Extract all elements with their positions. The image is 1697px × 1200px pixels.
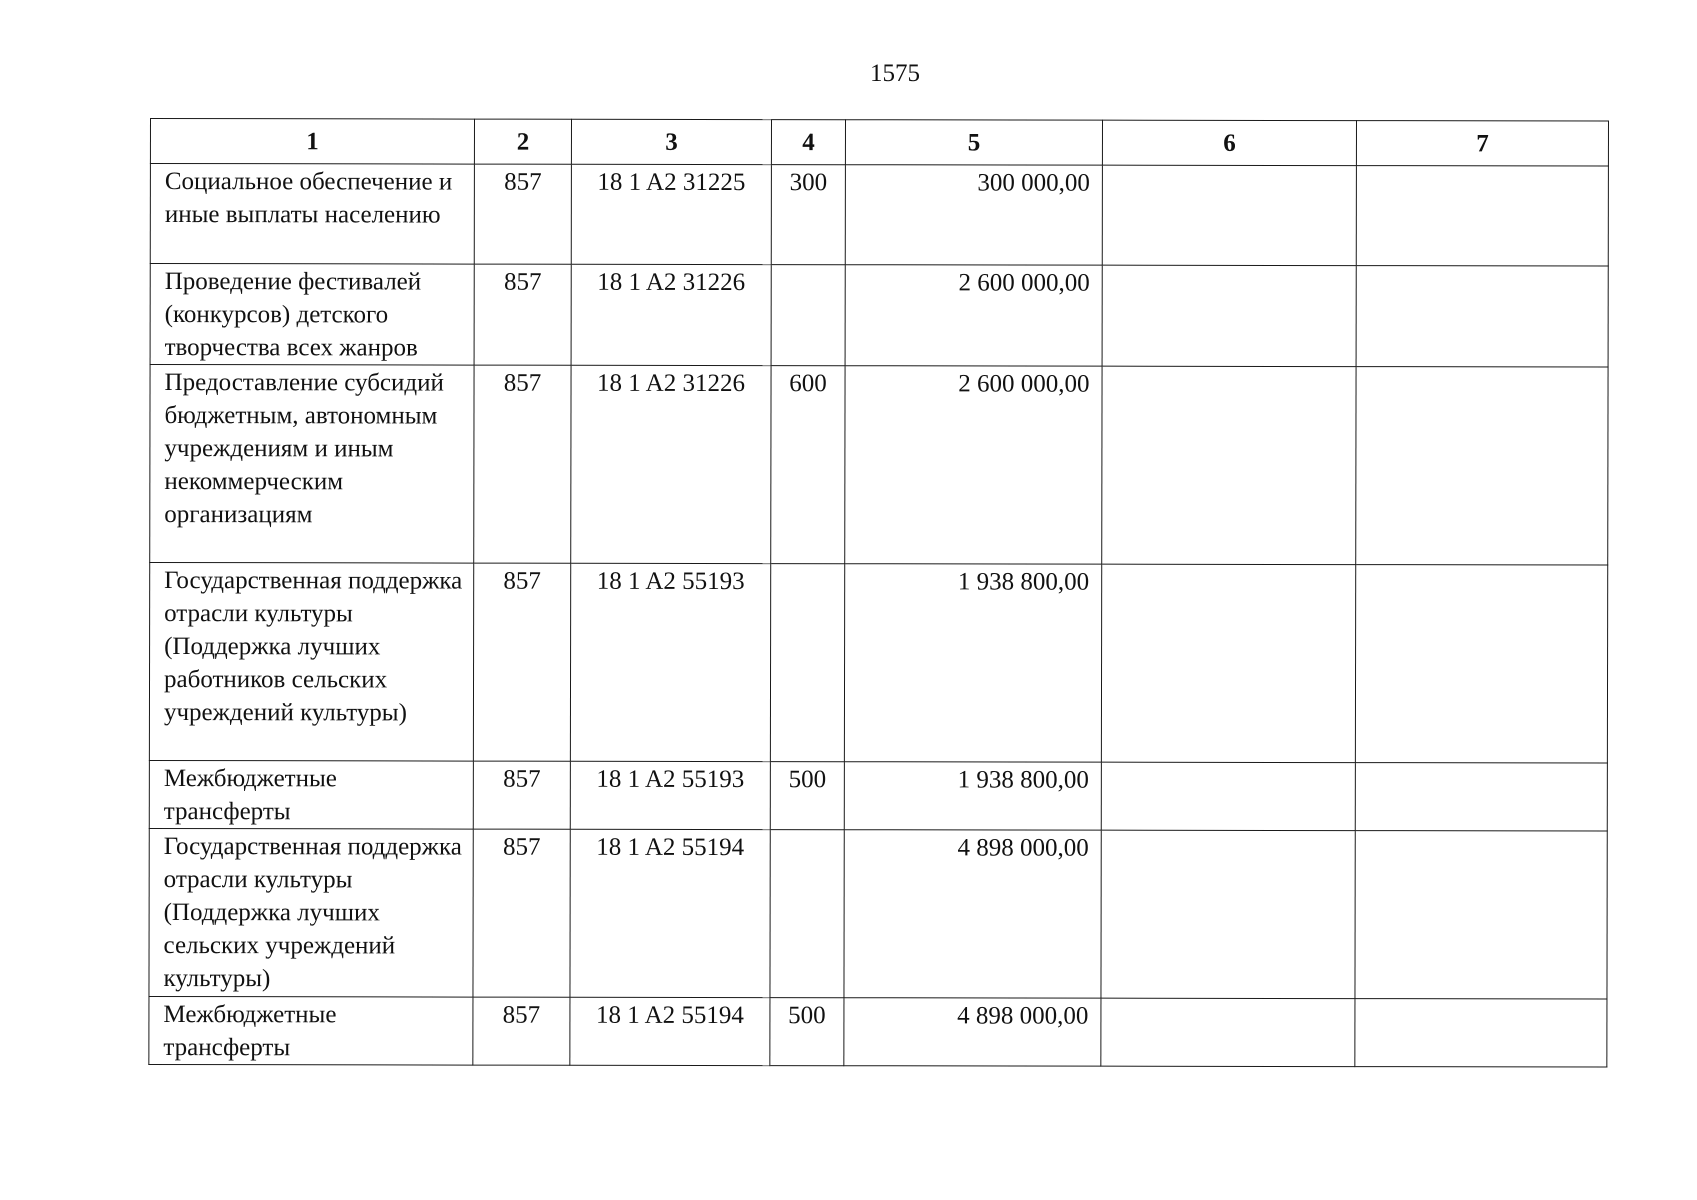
header-col-6: 6 — [1102, 120, 1356, 165]
row-target: 18 1 A2 31226 — [571, 365, 771, 563]
row-amount: 300 000,00 — [845, 165, 1102, 265]
row-col-7 — [1355, 565, 1607, 763]
row-amount: 1 938 800,00 — [844, 762, 1101, 830]
row-name: Межбюджетные трансферты — [149, 996, 473, 1065]
header-col-7: 7 — [1356, 121, 1608, 166]
row-amount: 2 600 000,00 — [845, 265, 1102, 366]
row-ministry: 857 — [473, 761, 570, 829]
row-target: 18 1 A2 31225 — [571, 164, 771, 264]
row-type: 500 — [770, 998, 844, 1066]
row-type — [770, 564, 844, 762]
row-type: 500 — [770, 762, 844, 830]
row-name: Государственная поддержка отрасли культуры (Поддержка лучших работников сельских учреждений культуры) — [149, 563, 473, 762]
row-amount: 1 938 800,00 — [844, 564, 1101, 762]
row-ministry: 857 — [474, 264, 571, 365]
row-col-6 — [1102, 265, 1356, 366]
row-col-6 — [1101, 564, 1355, 762]
row-name: Межбюджетные трансферты — [149, 760, 473, 829]
row-amount: 2 600 000,00 — [845, 366, 1102, 564]
table-row — [150, 365, 1608, 566]
row-ministry: 857 — [474, 164, 571, 264]
row-target: 18 1 A2 55194 — [570, 997, 770, 1065]
row-target: 18 1 A2 55194 — [570, 829, 770, 997]
row-col-7 — [1355, 999, 1607, 1067]
row-name: Социальное обеспечение и иные выплаты населению — [150, 164, 474, 265]
header-col-2: 2 — [474, 119, 571, 164]
page-number: 1575 — [870, 60, 920, 87]
row-type — [770, 830, 844, 998]
row-col-6 — [1101, 998, 1355, 1066]
header-col-1: 1 — [150, 119, 474, 165]
budget-table — [148, 118, 1609, 1068]
table-row — [150, 264, 1608, 368]
row-col-7 — [1356, 166, 1608, 266]
table-row — [149, 760, 1607, 831]
header-col-4: 4 — [771, 120, 845, 165]
row-ministry: 857 — [474, 365, 571, 563]
row-col-7 — [1356, 367, 1608, 565]
header-col-3: 3 — [571, 119, 771, 164]
header-row — [150, 119, 1608, 167]
row-name: Проведение фестивалей (конкурсов) детского творчества всех жанров — [150, 264, 474, 366]
header-col-5: 5 — [845, 120, 1102, 165]
table-row — [149, 996, 1607, 1067]
row-target: 18 1 A2 55193 — [570, 761, 770, 829]
row-ministry: 857 — [473, 829, 570, 997]
row-name: Предоставление субсидий бюджетным, автономным учреждениям и иным некоммерческим организациям — [150, 365, 474, 564]
row-col-7 — [1355, 831, 1607, 999]
row-col-6 — [1102, 366, 1356, 564]
row-target: 18 1 A2 31226 — [571, 264, 771, 365]
row-type: 600 — [771, 366, 845, 564]
table-row — [149, 563, 1607, 764]
table-row — [150, 164, 1608, 267]
table-row — [149, 828, 1607, 999]
row-col-7 — [1355, 763, 1607, 831]
row-col-6 — [1101, 830, 1355, 998]
row-target: 18 1 A2 55193 — [570, 563, 770, 761]
row-type — [771, 265, 845, 366]
row-amount: 4 898 000,00 — [844, 998, 1101, 1066]
row-ministry: 857 — [473, 997, 570, 1065]
row-name: Государственная поддержка отрасли культуры (Поддержка лучших сельских учреждений культуры) — [149, 828, 473, 997]
row-ministry: 857 — [473, 563, 570, 761]
row-col-7 — [1356, 266, 1608, 367]
row-type: 300 — [771, 165, 845, 265]
row-col-6 — [1102, 165, 1356, 265]
row-col-6 — [1101, 762, 1355, 830]
row-amount: 4 898 000,00 — [844, 830, 1101, 998]
